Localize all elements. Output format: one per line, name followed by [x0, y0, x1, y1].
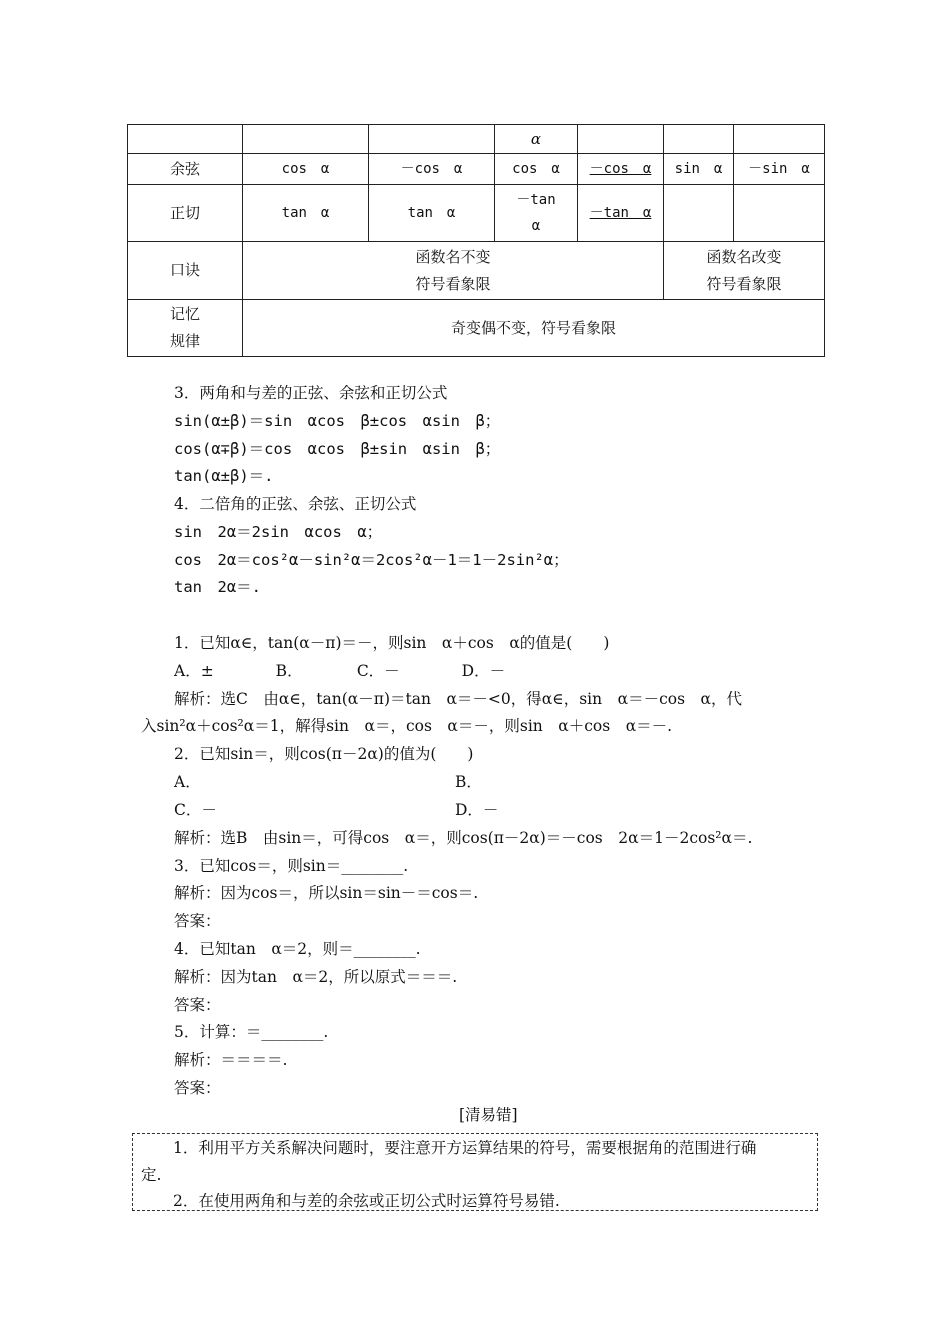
formula-tan-double: tan 2α＝. — [174, 578, 261, 596]
question-1-options: A．± B． C．－ D．－ — [174, 662, 506, 680]
question-5-answer: 答案： — [174, 1079, 221, 1097]
question-2: 2．已知sin＝，则cos(π－2α)的值为( ) — [174, 745, 474, 763]
row-label-cos: 余弦 — [128, 154, 243, 185]
error-tip-1: 1．利用平方关系解决问题时，要注意开方运算结果的符号，需要根据角的范围进行确 — [173, 1139, 757, 1157]
question-4: 4．已知tan α＝2，则＝________. — [174, 940, 421, 958]
table-cell — [664, 185, 734, 242]
rule-text: 奇变偶不变，符号看象限 — [243, 300, 825, 357]
formula-cos-sum: cos(α∓β)＝cos αcos β±sin αsin β； — [174, 440, 501, 458]
table-cell: －tan α — [578, 185, 664, 242]
table-cell: α — [495, 125, 578, 154]
table-cell: －cos α — [578, 154, 664, 185]
table-cell: cos α — [495, 154, 578, 185]
table-cell — [369, 125, 495, 154]
question-1-solution: 解析：选C 由α∈，tan(α－π)＝tan α＝－<0，得α∈，sin α＝－cos α，代 — [174, 690, 743, 708]
table-cell — [734, 185, 825, 242]
mnemonic-left — [243, 242, 664, 300]
mnemonic-right-line2: 符号看象限 — [706, 274, 782, 293]
table-cell: cos α — [243, 154, 369, 185]
formula-tan-sum: tan(α±β)＝. — [174, 467, 274, 485]
table-cell: tan α — [243, 185, 369, 242]
table-cell — [128, 125, 243, 154]
question-2-option-d: D．－ — [455, 801, 499, 819]
formula-cos-double: cos 2α＝cos²α－sin²α＝2cos²α－1＝1－2sin²α； — [174, 551, 569, 569]
table-cell — [734, 125, 825, 154]
question-2-option-b: B． — [455, 773, 482, 791]
table-cell — [664, 125, 734, 154]
rule-label-line2: 规律 — [169, 332, 200, 350]
rule-label-line1: 记忆 — [169, 305, 200, 323]
question-1-solution-cont: 入sin²α＋cos²α＝1，解得sin α＝，cos α＝－，则sin α＋cos α＝－. — [141, 717, 673, 735]
formula-table — [127, 124, 825, 357]
mnemonic-left-line1: 函数名不变 — [415, 247, 491, 266]
section-title-errors: [清易错] — [459, 1106, 518, 1124]
table-row — [128, 125, 825, 154]
question-2-option-c: C．－ — [174, 801, 217, 819]
table-cell: －cos α — [369, 154, 495, 185]
question-1: 1．已知α∈，tan(α－π)＝－，则sin α＋cos α的值是( ) — [174, 634, 610, 652]
mnemonic-left-line2: 符号看象限 — [415, 274, 491, 293]
question-2-option-a: A． — [174, 773, 201, 791]
question-2-solution: 解析：选B 由sin＝，可得cos α＝，则cos(π－2α)＝－cos 2α＝1－2cos²α＝. — [174, 829, 753, 847]
errors-box — [132, 1133, 818, 1211]
table-row — [128, 300, 825, 357]
formula-sin-sum: sin(α±β)＝sin αcos β±cos αsin β； — [174, 412, 501, 430]
question-4-solution: 解析：因为tan α＝2，所以原式＝＝＝. — [174, 968, 458, 986]
question-5: 5．计算：＝________. — [174, 1023, 329, 1041]
table-row — [128, 154, 825, 185]
table-row — [128, 185, 825, 242]
table-cell — [578, 125, 664, 154]
table-cell — [243, 125, 369, 154]
mnemonic-right-line1: 函数名改变 — [706, 247, 782, 266]
table-row — [128, 242, 825, 300]
question-5-solution: 解析：＝＝＝＝. — [174, 1051, 288, 1069]
row-label-mnemonic: 口诀 — [128, 242, 243, 300]
table-cell: tan α — [369, 185, 495, 242]
error-tip-1-cont: 定. — [141, 1166, 162, 1184]
question-4-answer: 答案： — [174, 996, 221, 1014]
section-heading-4: 4．二倍角的正弦、余弦、正切公式 — [174, 495, 417, 513]
question-3-answer: 答案： — [174, 912, 221, 930]
mnemonic-right — [664, 242, 825, 300]
section-heading-3: 3．两角和与差的正弦、余弦和正切公式 — [174, 384, 448, 402]
row-label-rule — [128, 300, 243, 357]
table-cell: sin α — [664, 154, 734, 185]
question-3: 3．已知cos＝，则sin＝________. — [174, 857, 409, 875]
table-cell: －tan α — [495, 185, 578, 242]
question-3-solution: 解析：因为cos＝，所以sin＝sin－＝cos＝. — [174, 884, 479, 902]
error-tip-2: 2．在使用两角和与差的余弦或正切公式时运算符号易错. — [173, 1192, 560, 1210]
table-cell: －sin α — [734, 154, 825, 185]
formula-sin-double: sin 2α＝2sin αcos α； — [174, 523, 383, 541]
row-label-tan: 正切 — [128, 185, 243, 242]
